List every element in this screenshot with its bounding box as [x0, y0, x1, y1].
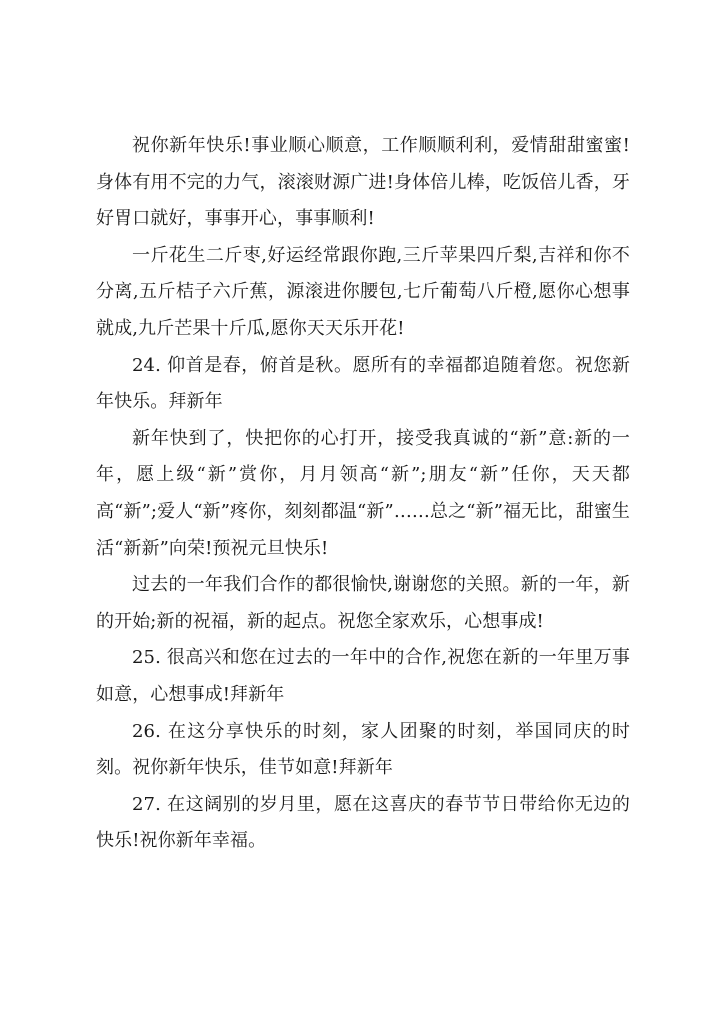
paragraph: 25. 很高兴和您在过去的一年中的合作,祝您在新的一年里万事如意，心想事成!拜新年	[96, 647, 630, 705]
paragraph: 新年快到了，快把你的心打开，接受我真诚的“新”意:新的一年，愿上级“新”赏你，月月领高“新”;朋友“新”任你，天天都高“新”;爱人“新”疼你，刻刻都温“新”……总之“新”福无比，甜蜜生活“新新”向荣!预祝元旦快乐!	[96, 427, 630, 559]
paragraph: 一斤花生二斤枣,好运经常跟你跑,三斤苹果四斤梨,吉祥和你不分离,五斤桔子六斤蕉，源滚进你腰包,七斤葡萄八斤橙,愿你心想事就成,九斤芒果十斤瓜,愿你天天乐开花!	[96, 244, 630, 339]
paragraph: 过去的一年我们合作的都很愉快,谢谢您的关照。新的一年，新的开始;新的祝福，新的起点。祝您全家欢乐，心想事成!	[96, 574, 630, 632]
paragraph: 27. 在这阔别的岁月里，愿在这喜庆的春节节日带给你无边的快乐!祝你新年幸福。	[96, 793, 630, 852]
paragraph: 祝你新年快乐!事业顺心顺意，工作顺顺利利，爱情甜甜蜜蜜!身体有用不完的力气，滚滚财源广进!身体倍儿棒，吃饭倍儿香，牙好胃口就好，事事开心，事事顺利!	[96, 135, 630, 230]
paragraph: 24. 仰首是春，俯首是秋。愿所有的幸福都追随着您。祝您新年快乐。拜新年	[96, 354, 630, 413]
document-body	[96, 128, 630, 860]
paragraph: 26. 在这分享快乐的时刻，家人团聚的时刻，举国同庆的时刻。祝你新年快乐，佳节如意!拜新年	[96, 720, 630, 779]
